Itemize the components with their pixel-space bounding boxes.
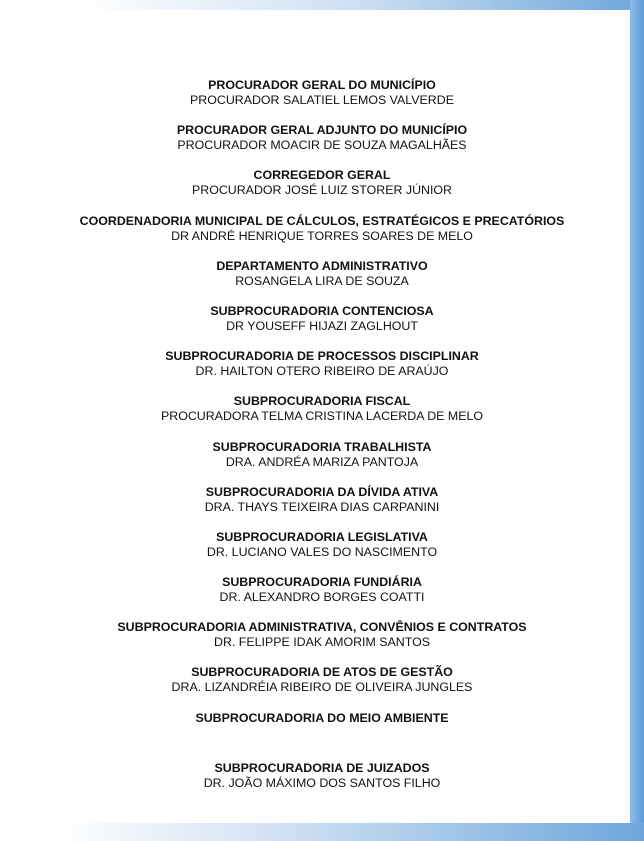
directory-entry bbox=[0, 78, 644, 123]
entry-name: DR. HAILTON OTERO RIBEIRO DE ARAÚJO bbox=[195, 364, 449, 379]
entry-name: DRA. THAYS TEIXEIRA DIAS CARPANINI bbox=[204, 499, 440, 514]
entry-title: SUBPROCURADORIA ADMINISTRATIVA, CONVÊNIOS E CONTRATOS bbox=[117, 620, 527, 635]
directory-entry bbox=[0, 575, 644, 620]
entry-name: PROCURADORA TELMA CRISTINA LACERDA DE MELO bbox=[160, 409, 483, 424]
directory-entry bbox=[0, 711, 644, 761]
entry-title: PROCURADOR GERAL DO MUNICÍPIO bbox=[208, 78, 436, 92]
staff-directory-list bbox=[0, 78, 644, 806]
entry-name: DR ANDRÉ HENRIQUE TORRES SOARES DE MELO bbox=[171, 228, 473, 243]
directory-entry bbox=[0, 440, 644, 485]
entry-name: PROCURADOR SALATIEL LEMOS VALVERDE bbox=[190, 93, 454, 107]
entry-name: DR YOUSEFF HIJAZI ZAGLHOUT bbox=[226, 318, 418, 333]
bottom-decorative-band bbox=[0, 823, 644, 841]
directory-entry bbox=[0, 214, 644, 259]
entry-title: SUBPROCURADORIA FISCAL bbox=[233, 394, 411, 409]
entry-name: DR. ALEXANDRO BORGES COATTI bbox=[219, 590, 425, 605]
directory-entry bbox=[0, 123, 644, 168]
entry-title: SUBPROCURADORIA TRABALHISTA bbox=[212, 439, 432, 454]
entry-name: DR. FELIPPE IDAK AMORIM SANTOS bbox=[214, 635, 430, 650]
directory-entry bbox=[0, 304, 644, 349]
entry-title: SUBPROCURADORIA CONTENCIOSA bbox=[210, 303, 434, 318]
directory-entry bbox=[0, 349, 644, 394]
entry-title: SUBPROCURADORIA FUNDIÁRIA bbox=[222, 575, 422, 590]
entry-title: COORDENADORIA MUNICIPAL DE CÁLCULOS, ESTRATÉGICOS E PRECATÓRIOS bbox=[79, 213, 565, 228]
top-decorative-band bbox=[0, 0, 644, 10]
directory-entry bbox=[0, 168, 644, 213]
entry-title: CORREGEDOR GERAL bbox=[253, 168, 391, 183]
directory-entry bbox=[0, 485, 644, 530]
directory-entry bbox=[0, 620, 644, 665]
entry-name: DR. JOÃO MÁXIMO DOS SANTOS FILHO bbox=[203, 775, 441, 790]
entry-name: PROCURADOR MOACIR DE SOUZA MAGALHÃES bbox=[177, 138, 467, 153]
directory-entry bbox=[0, 259, 644, 304]
directory-entry bbox=[0, 394, 644, 439]
entry-title: SUBPROCURADORIA DA DÍVIDA ATIVA bbox=[205, 484, 439, 499]
directory-entry bbox=[0, 665, 644, 710]
directory-entry bbox=[0, 761, 644, 806]
entry-title: SUBPROCURADORIA DE PROCESSOS DISCIPLINAR bbox=[165, 349, 479, 364]
entry-title: PROCURADOR GERAL ADJUNTO DO MUNICÍPIO bbox=[176, 123, 468, 138]
entry-title: SUBPROCURADORIA LEGISLATIVA bbox=[216, 529, 428, 544]
entry-name: PROCURADOR JOSÉ LUIZ STORER JÚNIOR bbox=[191, 183, 452, 198]
entry-title: SUBPROCURADORIA DE ATOS DE GESTÃO bbox=[191, 665, 453, 680]
entry-title: DEPARTAMENTO ADMINISTRATIVO bbox=[216, 258, 428, 273]
directory-entry bbox=[0, 530, 644, 575]
entry-name: DRA. ANDRÉA MARIZA PANTOJA bbox=[225, 454, 419, 469]
entry-name: DRA. LIZANDRÉIA RIBEIRO DE OLIVEIRA JUNGLES bbox=[171, 680, 473, 695]
entry-name: ROSANGELA LIRA DE SOUZA bbox=[235, 273, 409, 288]
entry-title: SUBPROCURADORIA DE JUIZADOS bbox=[214, 760, 430, 775]
entry-title: SUBPROCURADORIA DO MEIO AMBIENTE bbox=[195, 710, 449, 725]
entry-name: DR. LUCIANO VALES DO NASCIMENTO bbox=[206, 544, 438, 559]
